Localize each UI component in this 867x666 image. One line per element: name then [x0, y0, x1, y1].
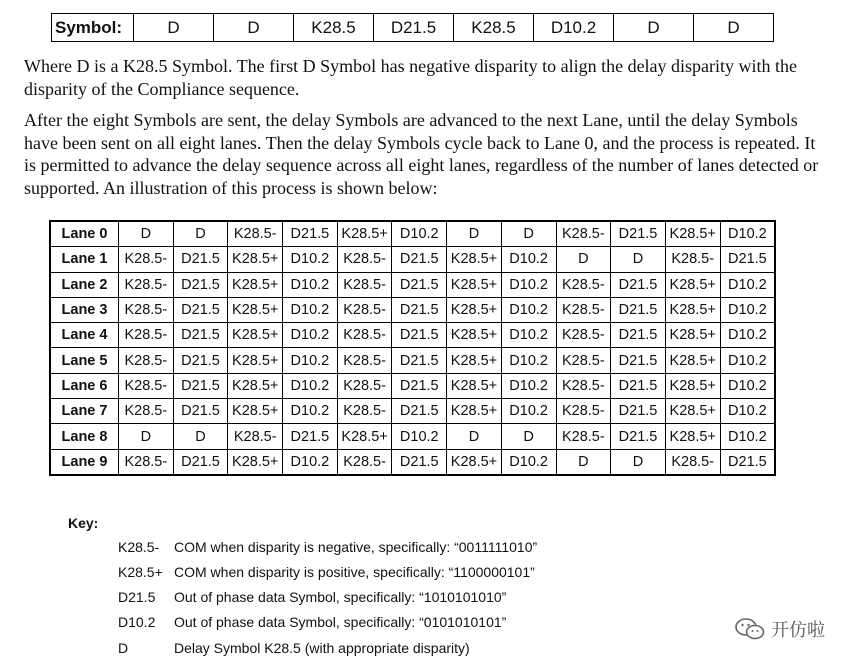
lane-cell: K28.5- [119, 272, 174, 297]
lane-cell: K28.5- [119, 399, 174, 424]
lane-cell: D21.5 [173, 247, 228, 272]
lane-row [50, 297, 775, 322]
lane-cell: D [556, 247, 611, 272]
lane-cell: D10.2 [392, 424, 447, 449]
lane-label: Lane 4 [50, 323, 119, 348]
lane-cell: K28.5- [665, 449, 720, 475]
lane-cell: D10.2 [501, 449, 556, 475]
lane-cell: K28.5+ [337, 424, 392, 449]
lane-cell: D10.2 [501, 272, 556, 297]
key-symbol: D [118, 640, 129, 656]
lane-cell: K28.5- [119, 373, 174, 398]
lane-cell: D21.5 [173, 348, 228, 373]
lane-cell: D10.2 [283, 399, 338, 424]
lane-cell: K28.5+ [228, 272, 283, 297]
lane-cell: K28.5- [337, 297, 392, 322]
lane-cell: K28.5- [665, 247, 720, 272]
lane-cell: D [173, 221, 228, 247]
lane-cell: K28.5- [337, 399, 392, 424]
symbol-cell: D21.5 [374, 14, 454, 42]
symbol-table [51, 13, 774, 42]
lane-cell: D10.2 [283, 373, 338, 398]
lane-cell: D10.2 [720, 272, 775, 297]
lane-cell: D21.5 [611, 323, 666, 348]
key-description: Out of phase data Symbol, specifically: “0101010101” [174, 614, 507, 630]
lane-label: Lane 7 [50, 399, 119, 424]
lane-cell: D10.2 [501, 323, 556, 348]
lane-cell: D10.2 [720, 221, 775, 247]
lane-row [50, 373, 775, 398]
symbol-cell: K28.5 [454, 14, 534, 42]
lane-cell: K28.5- [119, 247, 174, 272]
lane-row [50, 399, 775, 424]
lane-cell: D21.5 [611, 297, 666, 322]
lane-cell: D21.5 [611, 348, 666, 373]
lane-cell: D21.5 [173, 373, 228, 398]
lane-cell: D [556, 449, 611, 475]
lane-cell: K28.5+ [665, 323, 720, 348]
symbol-cell: K28.5 [294, 14, 374, 42]
lane-cell: D10.2 [720, 424, 775, 449]
lane-cell: D10.2 [283, 272, 338, 297]
lane-label: Lane 2 [50, 272, 119, 297]
lane-cell: K28.5- [556, 221, 611, 247]
lane-cell: D [501, 424, 556, 449]
watermark [735, 616, 825, 642]
lane-cell: K28.5+ [665, 272, 720, 297]
paragraph-lane-advance: After the eight Symbols are sent, the delay Symbols are advanced to the next Lane, until the delay Symbols have been sent on all eight lanes. Then the delay Symbols cycle back to Lane 0, and the process is repeated. It is permitted to advance the delay sequence across all eight lanes, regardless of the number of lanes detected or supported. An illustration of this process is shown below: [24, 110, 819, 198]
lane-cell: K28.5- [337, 323, 392, 348]
lane-cell: K28.5+ [228, 399, 283, 424]
lane-cell: K28.5- [337, 373, 392, 398]
key-symbol: D10.2 [118, 614, 156, 630]
lane-cell: K28.5+ [665, 424, 720, 449]
lane-cell: D21.5 [611, 221, 666, 247]
lane-cell: D10.2 [720, 373, 775, 398]
lane-cell: D10.2 [283, 323, 338, 348]
lane-cell: K28.5+ [447, 247, 502, 272]
lane-cell: D21.5 [611, 424, 666, 449]
lane-row [50, 247, 775, 272]
lane-cell: K28.5- [556, 323, 611, 348]
lane-cell: D [119, 221, 174, 247]
lane-cell: K28.5- [556, 297, 611, 322]
wechat-icon [735, 617, 765, 641]
lane-label: Lane 0 [50, 221, 119, 247]
lane-cell: K28.5+ [447, 399, 502, 424]
lane-cell: K28.5- [337, 272, 392, 297]
lane-cell: D10.2 [720, 323, 775, 348]
lane-cell: D [611, 449, 666, 475]
watermark-text: 开仿啦 [771, 620, 825, 640]
lane-cell: D21.5 [173, 399, 228, 424]
lane-cell: D21.5 [720, 449, 775, 475]
lane-cell: D [447, 221, 502, 247]
lane-cell: K28.5- [556, 373, 611, 398]
key-symbol: K28.5- [118, 539, 160, 555]
lane-label: Lane 9 [50, 449, 119, 475]
lane-row [50, 221, 775, 247]
lane-cell: K28.5- [556, 424, 611, 449]
lane-cell: K28.5+ [447, 373, 502, 398]
lane-cell: D21.5 [283, 221, 338, 247]
lane-cell: D10.2 [392, 221, 447, 247]
lane-cell: K28.5+ [228, 449, 283, 475]
lane-cell: D10.2 [283, 449, 338, 475]
lane-cell: D21.5 [611, 399, 666, 424]
lane-cell: K28.5+ [447, 297, 502, 322]
lane-cell: D21.5 [173, 323, 228, 348]
lane-cell: D10.2 [720, 399, 775, 424]
key-title: Key: [68, 515, 99, 531]
lane-cell: D21.5 [611, 373, 666, 398]
lane-cell: K28.5+ [228, 297, 283, 322]
lane-cell: K28.5- [119, 323, 174, 348]
lane-label: Lane 8 [50, 424, 119, 449]
lane-cell: K28.5- [337, 449, 392, 475]
lane-cell: K28.5- [228, 424, 283, 449]
lane-cell: K28.5- [556, 272, 611, 297]
lane-cell: D21.5 [392, 373, 447, 398]
lane-cell: K28.5+ [447, 272, 502, 297]
paragraph-disparity: Where D is a K28.5 Symbol. The first D Symbol has negative disparity to align the delay disparity with the disparity of the Compliance sequence. [24, 56, 798, 99]
lane-cell: K28.5- [119, 297, 174, 322]
lane-cell: D [119, 424, 174, 449]
lane-row [50, 424, 775, 449]
symbol-cell: D [134, 14, 214, 42]
lane-cell: D [501, 221, 556, 247]
key-description: COM when disparity is positive, specifically: “1100000101” [174, 564, 535, 580]
lane-cell: D10.2 [283, 297, 338, 322]
lane-cell: K28.5- [556, 399, 611, 424]
lane-cell: K28.5+ [665, 373, 720, 398]
symbol-cell: D10.2 [534, 14, 614, 42]
lane-cell: K28.5+ [447, 449, 502, 475]
lane-cell: K28.5+ [228, 323, 283, 348]
lane-label: Lane 5 [50, 348, 119, 373]
lane-cell: K28.5+ [665, 348, 720, 373]
symbol-header: Symbol: [52, 14, 134, 42]
key-description: Delay Symbol K28.5 (with appropriate disparity) [174, 640, 470, 656]
lane-cell: D10.2 [501, 373, 556, 398]
lane-cell: D21.5 [392, 272, 447, 297]
lane-table [49, 220, 776, 476]
lane-cell: K28.5+ [447, 323, 502, 348]
lane-cell: K28.5+ [665, 399, 720, 424]
lane-label: Lane 3 [50, 297, 119, 322]
lane-cell: D10.2 [501, 247, 556, 272]
lane-cell: K28.5+ [228, 348, 283, 373]
lane-cell: D21.5 [392, 449, 447, 475]
lane-cell: K28.5+ [228, 247, 283, 272]
lane-cell: D21.5 [173, 272, 228, 297]
key-description: Out of phase data Symbol, specifically: “1010101010” [174, 589, 507, 605]
lane-cell: D21.5 [392, 348, 447, 373]
lane-cell: D21.5 [392, 323, 447, 348]
lane-cell: D10.2 [501, 297, 556, 322]
lane-cell: D21.5 [392, 399, 447, 424]
lane-cell: D [611, 247, 666, 272]
lane-cell: D10.2 [720, 297, 775, 322]
lane-cell: D21.5 [720, 247, 775, 272]
symbol-cell: D [614, 14, 694, 42]
lane-label: Lane 6 [50, 373, 119, 398]
lane-cell: D21.5 [283, 424, 338, 449]
lane-label: Lane 1 [50, 247, 119, 272]
lane-cell: D21.5 [173, 297, 228, 322]
lane-cell: D10.2 [720, 348, 775, 373]
key-description: COM when disparity is negative, specifically: “0011111010” [174, 539, 538, 555]
lane-cell: K28.5+ [665, 297, 720, 322]
lane-cell: K28.5- [556, 348, 611, 373]
lane-cell: D10.2 [283, 247, 338, 272]
lane-cell: K28.5- [228, 221, 283, 247]
lane-cell: D10.2 [501, 348, 556, 373]
lane-cell: K28.5- [337, 348, 392, 373]
lane-row [50, 449, 775, 475]
lane-cell: D21.5 [392, 247, 447, 272]
lane-row [50, 272, 775, 297]
lane-cell: K28.5+ [228, 373, 283, 398]
lane-cell: D [173, 424, 228, 449]
lane-cell: K28.5+ [447, 348, 502, 373]
lane-cell: D10.2 [283, 348, 338, 373]
lane-cell: K28.5- [337, 247, 392, 272]
lane-cell: D [447, 424, 502, 449]
lane-cell: K28.5- [119, 348, 174, 373]
symbol-cell: D [694, 14, 774, 42]
symbol-cell: D [214, 14, 294, 42]
lane-cell: D21.5 [611, 272, 666, 297]
lane-row [50, 348, 775, 373]
key-symbol: D21.5 [118, 589, 156, 605]
lane-cell: D10.2 [501, 399, 556, 424]
lane-cell: K28.5+ [337, 221, 392, 247]
lane-cell: K28.5- [119, 449, 174, 475]
lane-cell: K28.5+ [665, 221, 720, 247]
symbol-row [52, 14, 774, 42]
key-symbol: K28.5+ [118, 564, 163, 580]
lane-row [50, 323, 775, 348]
lane-cell: D21.5 [392, 297, 447, 322]
lane-cell: D21.5 [173, 449, 228, 475]
